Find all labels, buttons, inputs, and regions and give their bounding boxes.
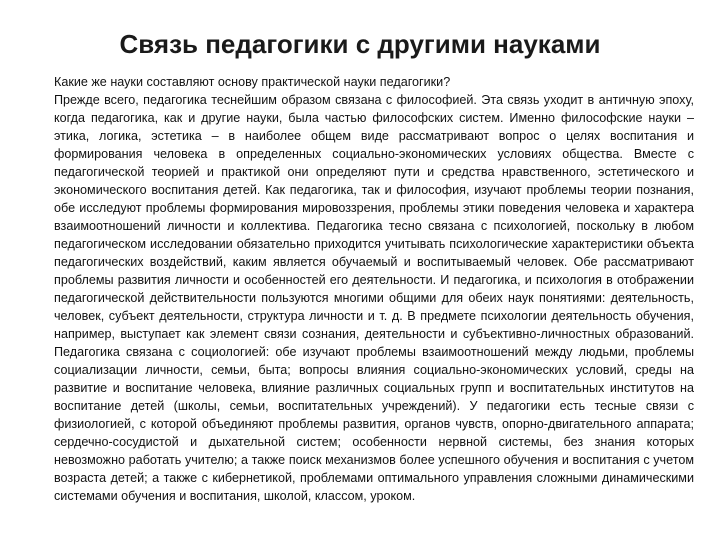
slide-title: Связь педагогики с другими науками — [119, 29, 601, 59]
body-paragraph: Прежде всего, педагогика теснейшим образом связана с философией. Эта связь уходит в античную эпоху, когда педагогика, как и другие науки, была частью философских систем. Именно философские науки – этика, логика, эстетика – в наиболее общем виде рассматривают вопрос о целях воспитания и формирования человека в определенных социально-экономических условиях общества. Вместе с педагогической теорией и практикой они определяют пути и средства нравственного, эстетического и экономического воспитания детей. Как педагогика, так и философия, изучают проблемы теории познания, обе исследуют проблемы формирования мировоззрения, проблемы этики поведения человека и характера взаимоотношений личности и коллектива. Педагогика тесно связана с психологией, поскольку в любом педагогическом исследовании обязательно приходится учитывать психологические характеристики объекта педагогических воздействий, каким является обучаемый и воспитываемый человек. Обе рассматривают проблемы развития личности и особенностей его деятельности. И педагогика, и психология в отображении педагогической действительности пользуются многими общими для обеих наук понятиями: деятельность, человек, субъект деятельности, структура личности и т. д. В предмете психологии деятельность обучения, например, выступает как элемент связи сознания, деятельности и субъективно-личностных образований. Педагогика связана с социологией: обе изучают проблемы взаимоотношений между людьми, проблемы социализации личности, семьи, быта; вопросы влияния социально-экономических условий, среды на развитие и воспитание человека, влияние различных социальных групп и воспитательных институтов на воспитание детей (школы, семьи, воспитательных учреждений). У педагогики есть тесные связи с физиологией, с которой объединяют проблемы развития, органов чувств, опорно-двигательного аппарата; сердечно-сосудистой и дыхательной систем; особенности нервной системы, без знания которых невозможно работать учителю; а также поиск механизмов более успешного обучения и воспитания с учетом возраста детей; а также с кибернетикой, проблемами оптимального управления сложными динамическими системами обучения и воспитания, школой, классом, уроком. — [54, 93, 694, 503]
slide-text — [54, 73, 694, 505]
intro-question: Какие же науки составляют основу практической науки педагогики? — [54, 75, 451, 89]
